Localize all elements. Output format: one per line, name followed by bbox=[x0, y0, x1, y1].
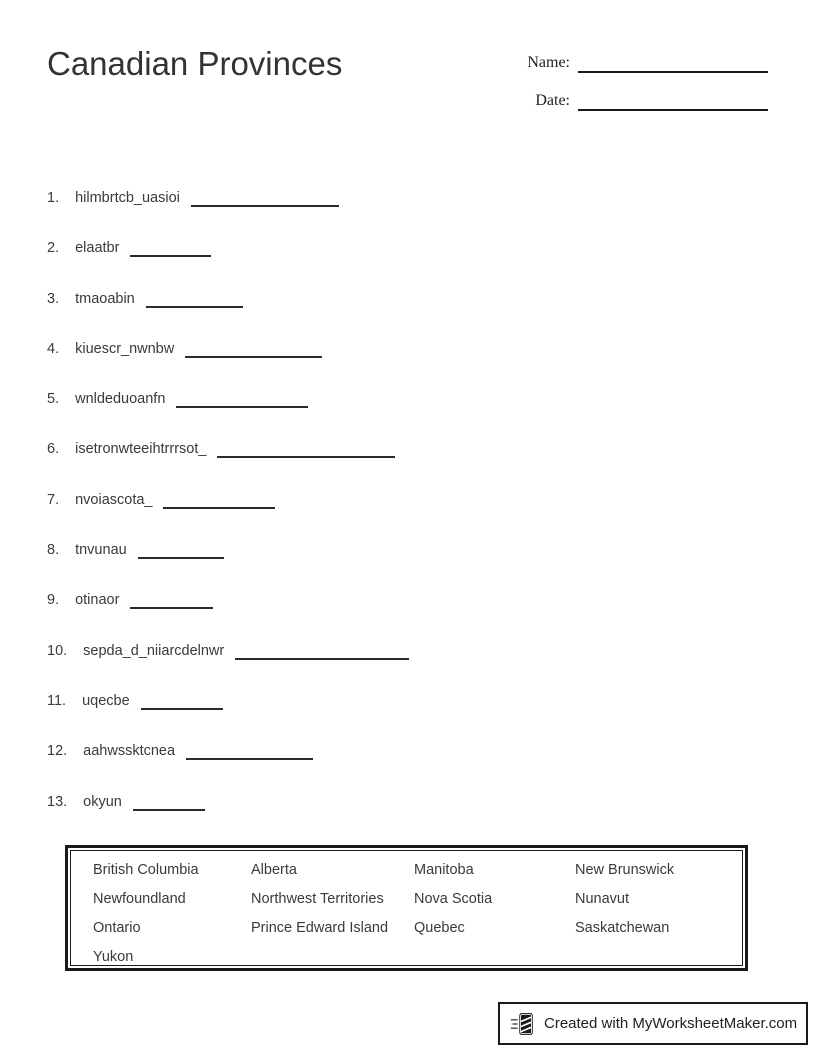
word-bank-column-4 bbox=[575, 856, 742, 972]
scramble-list-item bbox=[47, 289, 409, 309]
answer-blank[interactable] bbox=[186, 758, 313, 760]
scrambled-word: sepda_d_niiarcdelnwr bbox=[83, 642, 225, 659]
item-number: 4. bbox=[47, 340, 60, 357]
scrambled-word: isetronwteeihtrrrsot_ bbox=[75, 441, 207, 458]
word-bank-word: Prince Edward Island bbox=[251, 920, 389, 936]
item-number: 11. bbox=[47, 692, 67, 709]
word-bank-word: Alberta bbox=[251, 862, 297, 878]
answer-blank[interactable] bbox=[130, 607, 213, 609]
item-number: 2. bbox=[47, 240, 60, 257]
word-bank-word: Ontario bbox=[93, 920, 141, 936]
answer-blank[interactable] bbox=[217, 456, 395, 458]
scrambled-word: uqecbe bbox=[82, 692, 130, 709]
item-number: 8. bbox=[47, 542, 60, 559]
date-row bbox=[527, 90, 768, 111]
scramble-list-item bbox=[47, 641, 409, 661]
scrambled-word: elaatbr bbox=[75, 240, 120, 257]
word-bank-word: British Columbia bbox=[93, 862, 199, 878]
answer-blank[interactable] bbox=[176, 406, 308, 408]
scramble-list-item bbox=[47, 590, 409, 610]
flying-worksheet-icon bbox=[510, 1010, 537, 1038]
page-title: Canadian Provinces bbox=[47, 45, 343, 82]
scramble-list bbox=[47, 188, 409, 842]
item-number: 1. bbox=[47, 190, 60, 206]
item-number: 3. bbox=[47, 290, 60, 307]
name-input-line[interactable] bbox=[578, 59, 768, 73]
name-date-block bbox=[527, 52, 768, 128]
scrambled-word: okyun bbox=[83, 793, 122, 810]
scrambled-word: aahwssktcnea bbox=[83, 743, 176, 760]
word-bank-word: Northwest Territories bbox=[251, 891, 384, 907]
answer-blank[interactable] bbox=[185, 356, 322, 358]
scrambled-word: nvoiascota_ bbox=[75, 491, 153, 508]
scramble-list-item bbox=[47, 188, 409, 208]
credit-text: Created with MyWorksheetMaker.com bbox=[544, 1015, 798, 1032]
answer-blank[interactable] bbox=[141, 708, 223, 710]
word-bank-word: Quebec bbox=[414, 920, 465, 936]
item-number: 10. bbox=[47, 642, 68, 659]
scramble-list-item bbox=[47, 792, 409, 812]
item-number: 7. bbox=[47, 491, 60, 508]
answer-blank[interactable] bbox=[191, 205, 339, 207]
scramble-list-item bbox=[47, 339, 409, 359]
scramble-list-item bbox=[47, 540, 409, 560]
scramble-list-item bbox=[47, 490, 409, 510]
scrambled-word: hilmbrtcb_uasioi bbox=[75, 190, 180, 206]
item-number: 5. bbox=[47, 391, 60, 408]
word-bank-column-2 bbox=[251, 856, 414, 972]
item-number: 12. bbox=[47, 743, 68, 760]
credit-box bbox=[498, 1002, 808, 1045]
word-bank-word: Saskatchewan bbox=[575, 920, 670, 936]
word-bank-word: Newfoundland bbox=[93, 891, 186, 907]
item-number: 6. bbox=[47, 441, 60, 458]
word-bank-column-1 bbox=[93, 856, 251, 972]
word-bank-grid bbox=[70, 850, 743, 966]
word-bank-word: Nunavut bbox=[575, 891, 630, 907]
answer-blank[interactable] bbox=[235, 658, 409, 660]
scrambled-word: tmaoabin bbox=[75, 290, 135, 307]
word-bank-word: Nova Scotia bbox=[414, 891, 493, 907]
word-bank-box bbox=[65, 845, 748, 971]
name-row bbox=[527, 52, 768, 73]
scramble-list-item bbox=[47, 741, 409, 761]
scramble-list-item bbox=[47, 389, 409, 409]
word-bank-column-3 bbox=[414, 856, 575, 972]
date-label: Date: bbox=[535, 92, 570, 109]
scrambled-word: kiuescr_nwnbw bbox=[75, 340, 175, 357]
scrambled-word: wnldeduoanfn bbox=[75, 391, 166, 408]
word-bank-word: Yukon bbox=[93, 949, 134, 965]
item-number: 13. bbox=[47, 793, 68, 810]
answer-blank[interactable] bbox=[163, 507, 275, 509]
name-label: Name: bbox=[527, 54, 570, 71]
scrambled-word: tnvunau bbox=[75, 542, 127, 559]
scrambled-word: otinaor bbox=[75, 592, 120, 609]
answer-blank[interactable] bbox=[146, 306, 243, 308]
item-number: 9. bbox=[47, 592, 60, 609]
answer-blank[interactable] bbox=[130, 255, 211, 257]
scramble-list-item bbox=[47, 691, 409, 711]
date-input-line[interactable] bbox=[578, 97, 768, 111]
answer-blank[interactable] bbox=[138, 557, 224, 559]
answer-blank[interactable] bbox=[133, 809, 205, 811]
word-bank-word: New Brunswick bbox=[575, 862, 675, 878]
scramble-list-item bbox=[47, 238, 409, 258]
scramble-list-item bbox=[47, 439, 409, 459]
word-bank-word: Manitoba bbox=[414, 862, 474, 878]
